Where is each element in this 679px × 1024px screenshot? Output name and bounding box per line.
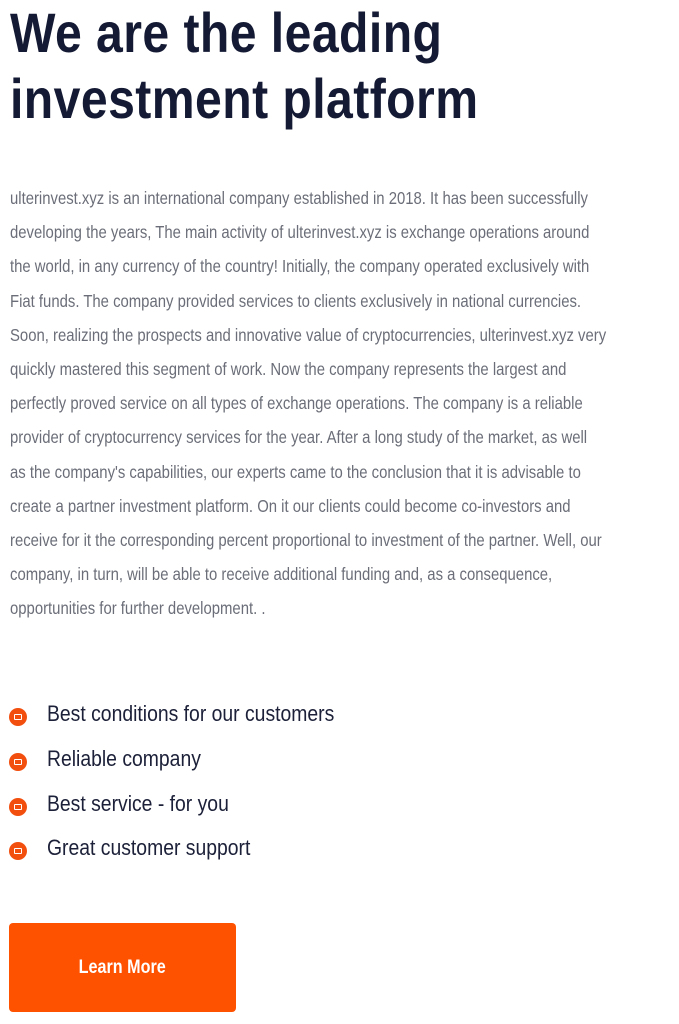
title-line-1: We are the leading <box>10 1 443 64</box>
description-line: Fiat funds. The company provided services to clients exclusively in national currencies. <box>10 290 582 311</box>
feature-item <box>9 692 373 737</box>
bullet-icon <box>9 753 27 771</box>
company-description <box>10 181 656 626</box>
feature-text: Best service - for you <box>47 790 229 816</box>
bullet-icon <box>9 798 27 816</box>
description-line: Soon, realizing the prospects and innovative value of cryptocurrencies, ulterinvest.xyz very <box>10 324 607 345</box>
learn-more-button[interactable] <box>9 923 236 1012</box>
page-title <box>10 0 478 132</box>
bullet-icon <box>9 842 27 860</box>
description-line: quickly mastered this segment of work. Now the company represents the largest and <box>10 359 567 380</box>
description-line: developing the years, The main activity of ulterinvest.xyz is exchange operations around <box>10 222 590 243</box>
description-line: provider of cryptocurrency services for the year. After a long study of the market, as well <box>10 427 588 448</box>
feature-text: Best conditions for our customers <box>47 701 335 727</box>
description-line: create a partner investment platform. On it our clients could become co-investors and <box>10 495 571 516</box>
bullet-icon <box>9 708 27 726</box>
description-line: as the company's capabilities, our experts came to the conclusion that it is advisable to <box>10 461 581 482</box>
description-line: perfectly proved service on all types of exchange operations. The company is a reliable <box>10 393 583 414</box>
title-line-2: investment platform <box>10 67 479 130</box>
feature-item <box>9 737 373 782</box>
feature-text: Great customer support <box>47 835 251 861</box>
feature-text: Reliable company <box>47 746 201 772</box>
description-line: company, in turn, will be able to receive additional funding and, as a consequence, <box>10 564 553 585</box>
description-line: the world, in any currency of the country! Initially, the company operated exclusively with <box>10 256 590 277</box>
feature-list <box>9 692 373 871</box>
description-line: opportunities for further development. . <box>10 598 266 619</box>
description-line: ulterinvest.xyz is an international company established in 2018. It has been successfully <box>10 188 588 208</box>
description-line: receive for it the corresponding percent proportional to investment of the partner. Well, our <box>10 530 602 551</box>
feature-item <box>9 826 373 871</box>
feature-item <box>9 781 373 826</box>
learn-more-label: Learn More <box>78 956 167 978</box>
